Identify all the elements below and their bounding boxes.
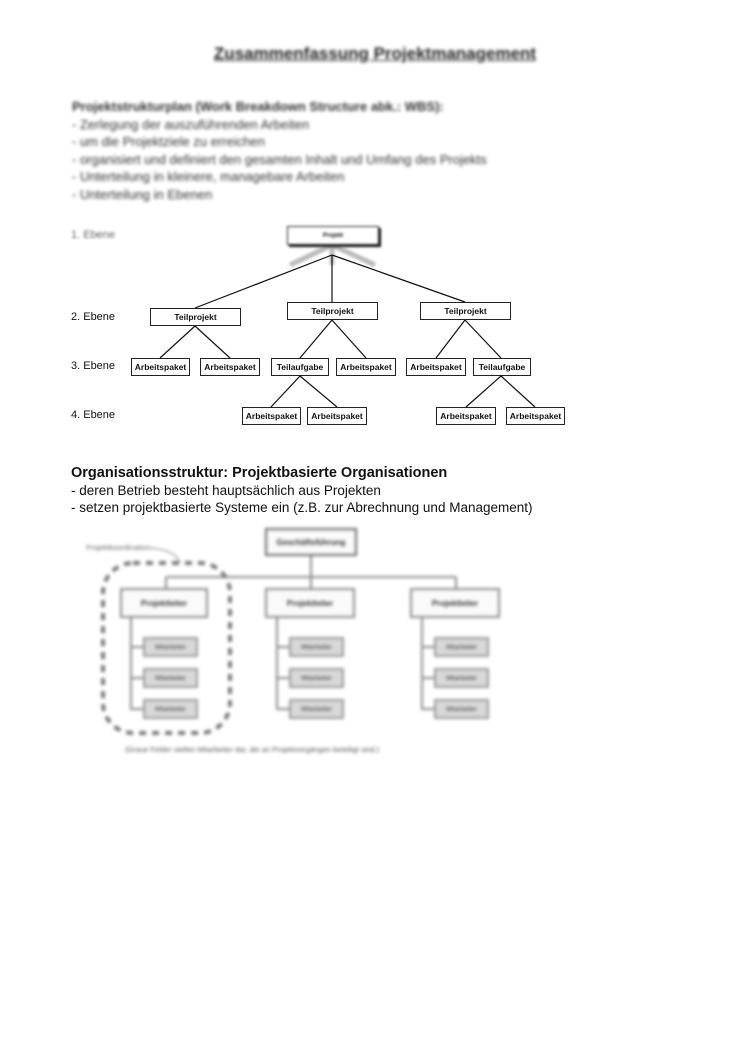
wbs-root-box: Projekt [287,226,379,245]
org-bullet: - deren Betrieb besteht hauptsächlich aus Projekten [71,483,381,498]
org-mitarbeiter-box: Mitarbeiter [434,699,489,719]
org-mitarbeiter-box: Mitarbeiter [289,668,344,688]
org-mitarbeiter-box: Mitarbeiter [143,668,198,688]
wbs-bullet: - organisiert und definiert den gesamten Inhalt und Umfang des Projekts [72,151,487,167]
wbs-arbeitspaket-box: Arbeitspaket [131,358,190,376]
wbs-bullet: - um die Projektziele zu erreichen [72,134,265,149]
wbs-arbeitspaket-box: Arbeitspaket [307,407,367,425]
org-mitarbeiter-box: Mitarbeiter [143,637,198,657]
org-mitarbeiter-box: Mitarbeiter [143,699,198,719]
page-title: Zusammenfassung Projektmanagement [213,44,537,63]
wbs-teilprojekt-box: Teilprojekt [150,308,241,326]
org-ceo-box: Geschäftsführung [265,528,357,556]
level-1-label: 1. Ebene [71,229,116,241]
level-3-label: 3. Ebene [71,360,116,372]
wbs-bullet: - Unterteilung in Ebenen [72,186,213,202]
wbs-heading: Projektstrukturplan (Work Breakdown Structure abk.: WBS): [72,99,444,114]
koordination-label: Projektkoordination [86,543,151,552]
org-mitarbeiter-box: Mitarbeiter [289,637,344,657]
wbs-arbeitspaket-box: Arbeitspaket [200,358,260,376]
org-mitarbeiter-box: Mitarbeiter [289,699,344,719]
org-projektleiter-box: Projektleiter [120,588,208,618]
wbs-arbeitspaket-box: Arbeitspaket [406,358,466,376]
wbs-arbeitspaket-box: Arbeitspaket [506,407,565,425]
org-mitarbeiter-box: Mitarbeiter [434,637,489,657]
org-projektleiter-box: Projektleiter [265,588,355,618]
wbs-arbeitspaket-box: Arbeitspaket [336,358,396,376]
org-caption: (Graue Felder stellen Mitarbeiter dar, die an Projektvorgängen beteiligt sind.) [125,745,380,754]
wbs-teilaufgabe-box: Teilaufgabe [271,358,329,376]
wbs-arbeitspaket-box: Arbeitspaket [436,407,496,425]
wbs-bullet: - Zerlegung der auszuführenden Arbeiten [72,116,310,132]
wbs-teilprojekt-box: Teilprojekt [287,302,378,320]
org-mitarbeiter-box: Mitarbeiter [434,668,489,688]
org-projektleiter-box: Projektleiter [410,588,500,618]
org-heading: Organisationsstruktur: Projektbasierte Organisationen [71,465,448,481]
wbs-bullet: - Unterteilung in kleinere, managebare Arbeiten [72,169,345,184]
level-4-label: 4. Ebene [71,409,116,421]
org-bullet: - setzen projektbasierte Systeme ein (z.B. zur Abrechnung und Management) [71,500,533,515]
wbs-teilaufgabe-box: Teilaufgabe [473,358,531,376]
level-2-label: 2. Ebene [71,311,116,323]
wbs-teilprojekt-box: Teilprojekt [420,302,511,320]
wbs-arbeitspaket-box: Arbeitspaket [242,407,301,425]
